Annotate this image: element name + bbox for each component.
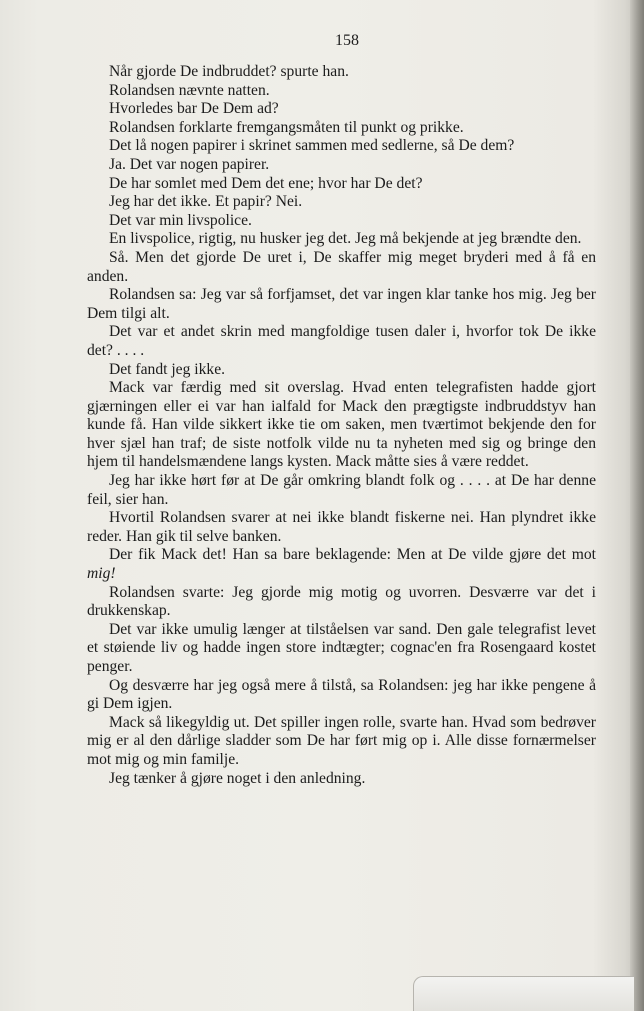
paragraph: Og desværre har jeg også mere å tilstå, sa Rolandsen: jeg har ikke pengene å gi Dem igjen. [87,676,596,713]
paragraph: Rolandsen sa: Jeg var så forfjamset, det var ingen klar tanke hos mig. Jeg ber Dem tilgi alt. [87,286,596,322]
paragraph: Mack så likegyldig ut. Det spiller ingen rolle, svarte han. Hvad som bedrøver mig er al den dårlige sladder som De har ført mig op i. Alle disse fornærmelser mot mig og min familje. [87,713,596,768]
paragraph: Når gjorde De indbruddet? spurte han. [109,63,349,80]
paragraph: Det var et andet skrin med mangfoldige tusen daler i, hvorfor tok De ikke det? . . . . [87,323,596,359]
paragraph: Det var min livspolice. [109,211,252,229]
paragraph: Hvorledes bar De Dem ad? [109,100,279,118]
paragraph: Ja. Det var nogen papirer. [109,155,270,173]
page-number: 158 [335,32,359,49]
paragraph: Rolandsen forklarte fremgangsmåten til punkt og prikke. [109,118,464,136]
paragraph: Mack var færdig med sit overslag. Hvad enten telegrafisten hadde gjort gjærningen eller ei var han ialfald for Mack den prægtigste indbruddstyv han kunde få. Han vilde sikkert ikke tie om saken, men tværtimot bekjende den for hver sjæl han traf; de siste notfolk vilde nu ta nyheten med sig og bringe den hjem til handelsmændene langs kysten. Mack måtte sies å være reddet. [87,379,596,471]
next-page-corner [413,976,634,1011]
paragraph: Så. Men det gjorde De uret i, De skaffer mig meget bryderi med å få en anden. [87,248,596,285]
paragraph: En livspolice, rigtig, nu husker jeg det. Jeg må bekjende at jeg brændte den. [109,230,582,248]
paragraph: Rolandsen svarte: Jeg gjorde mig motig og uvorren. Desværre var det i drukkenskap. [87,583,596,620]
page-body [87,63,596,788]
paragraph: Jeg tænker å gjøre noget i den anledning. [109,769,366,787]
emphasis-text: mig! [87,565,116,583]
book-spine-edge [630,0,644,1011]
paragraph: Hvortil Rolandsen svarer at nei ikke blandt fiskerne nei. Han plyndret ikke reder. Han gik til selve banken. [87,509,596,545]
paragraph: Jeg har det ikke. Et papir? Nei. [109,193,303,211]
paragraph: Rolandsen nævnte natten. [109,81,270,99]
paragraph: Det lå nogen papirer i skrinet sammen med sedlerne, så De dem? [109,137,515,155]
paragraph: Det var ikke umulig længer at tilståelsen var sand. Den gale telegrafist levet et støiende liv og hadde ingen store indtægter; cognac'en fra Rosengaard kostet penger. [87,620,596,675]
paragraph-text: Der fik Mack det! Han sa bare beklagende: Men at De vilde gjøre det mot [109,546,596,564]
paragraph-mack [87,546,596,583]
paragraph: Det fandt jeg ikke. [109,360,226,378]
paragraph: Jeg har ikke hørt før at De går omkring blandt folk og . . . . at De har denne feil, sier han. [87,472,596,508]
paragraph: De har somlet med Dem det ene; hvor har De det? [109,174,423,192]
